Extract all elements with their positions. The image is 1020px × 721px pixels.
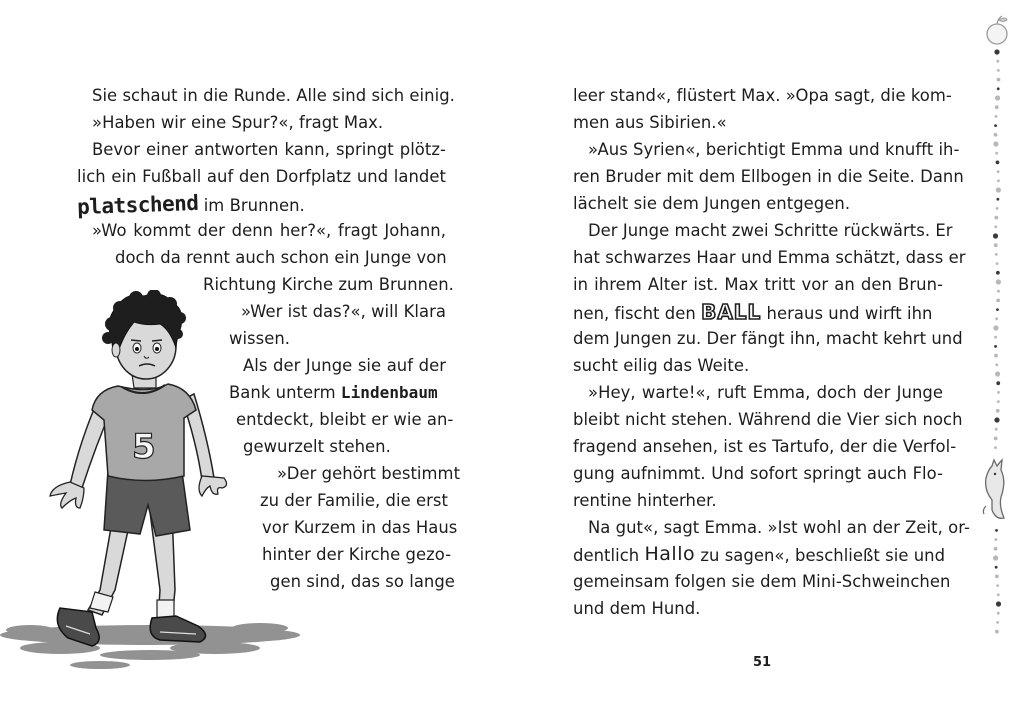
vine-dot bbox=[995, 630, 999, 634]
vine-dot bbox=[996, 299, 1000, 303]
vine-dot bbox=[996, 60, 999, 63]
text-line: gung aufnimmt. Und sofort springt auch Flo- bbox=[573, 464, 943, 483]
text-segment: im Brunnen. bbox=[198, 196, 305, 215]
vine-dot bbox=[995, 115, 998, 118]
text-line: Na gut«, sagt Emma. »Ist wohl an der Zeit, or- bbox=[588, 518, 970, 537]
vine-dot bbox=[997, 170, 1000, 173]
text-line: »Wo kommt der denn her?«, fragt Johann, bbox=[92, 221, 446, 240]
vine-dot bbox=[997, 593, 1000, 596]
text-line: entdeckt, bleibt er wie an- bbox=[236, 410, 454, 429]
vine-dot bbox=[997, 612, 1000, 615]
emphasis-word-hallo: Hallo bbox=[644, 543, 696, 565]
vine-dot bbox=[995, 105, 999, 109]
vine-dot bbox=[994, 124, 997, 127]
vine-dot bbox=[996, 161, 1000, 165]
vine-dot bbox=[996, 198, 999, 201]
vine-dot bbox=[996, 207, 999, 210]
text-line: hinter der Kirche gezo- bbox=[262, 545, 452, 564]
text-line: ren Bruder mit dem Ellbogen in die Seite. Dann bbox=[573, 167, 964, 186]
text-line: lächelt sie dem Jungen entgegen. bbox=[573, 194, 851, 213]
vine-dot bbox=[996, 279, 1001, 284]
text-line bbox=[76, 190, 305, 220]
text-segment: Bank unterm bbox=[229, 383, 341, 402]
vine-dot bbox=[994, 49, 999, 54]
text-segment: heraus und wirft ihn bbox=[761, 304, 933, 323]
vine-dot bbox=[994, 345, 997, 348]
text-line: fragend ansehen, ist es Tartufo, der die Verfol- bbox=[573, 437, 957, 456]
text-line: »Wer ist das?«, will Klara bbox=[241, 302, 446, 321]
rabbit-icon bbox=[983, 460, 1004, 518]
vine-dot bbox=[995, 575, 999, 579]
decorative-vine-border bbox=[980, 0, 1020, 660]
text-line: leer stand«, flüstert Max. »Opa sagt, die kom- bbox=[573, 86, 952, 105]
text-segment: dentlich bbox=[573, 546, 645, 565]
vine-dot bbox=[996, 262, 999, 265]
text-line: men aus Sibirien.« bbox=[573, 113, 727, 132]
text-line: Der Junge macht zwei Schritte rückwärts. Er bbox=[588, 221, 953, 240]
vine-dot bbox=[994, 538, 997, 541]
text-line bbox=[573, 302, 933, 324]
text-line: zu der Familie, die erst bbox=[260, 491, 448, 510]
text-line: »Haben wir eine Spur?«, fragt Max. bbox=[92, 113, 384, 132]
vine-dot bbox=[994, 243, 998, 247]
right-page bbox=[510, 0, 1020, 721]
vine-dot bbox=[996, 621, 999, 624]
text-line: bleibt nicht stehen. Während die Vier sich noch bbox=[573, 410, 963, 429]
text-line: lich ein Fußball auf den Dorfplatz und landet bbox=[77, 167, 446, 186]
boy-illustration bbox=[0, 290, 310, 680]
vine-dot bbox=[994, 437, 998, 441]
text-line: gewurzelt stehen. bbox=[243, 437, 391, 456]
text-line: doch da rennt auch schon ein Junge von bbox=[115, 248, 447, 267]
vine-dot bbox=[997, 400, 1000, 403]
vine-dot bbox=[993, 233, 998, 238]
text-line: Sie schaut in die Runde. Alle sind sich einig. bbox=[92, 86, 455, 105]
text-line: gemeinsam folgen sie dem Mini-Schweinchen bbox=[573, 572, 951, 591]
page-number: 51 bbox=[752, 655, 772, 670]
text-line: dem Jungen zu. Der fängt ihn, macht kehrt und bbox=[573, 329, 963, 348]
vine-dot bbox=[995, 95, 1000, 100]
vine-dot bbox=[994, 354, 998, 358]
vine-dot bbox=[993, 555, 998, 560]
text-segment: nen, fischt den bbox=[573, 304, 702, 323]
vine-dot bbox=[995, 371, 1000, 376]
apple-icon bbox=[987, 16, 1007, 44]
vine-dot bbox=[997, 179, 1000, 182]
vine-dot bbox=[995, 317, 998, 320]
text-line: gen sind, das so lange bbox=[270, 572, 455, 591]
vine-dot bbox=[993, 141, 998, 146]
vine-dot bbox=[994, 417, 999, 422]
vine-dot bbox=[995, 428, 998, 431]
vine-dot bbox=[994, 133, 998, 137]
text-line: hat schwarzes Haar und Emma schätzt, dass er bbox=[573, 248, 966, 267]
text-line: wissen. bbox=[229, 329, 291, 348]
text-line: Richtung Kirche zum Brunnen. bbox=[203, 275, 454, 294]
text-line: in ihrem Alter ist. Max tritt vor an den Brun- bbox=[573, 275, 943, 294]
vine-dot bbox=[997, 290, 1000, 293]
vine-dots bbox=[993, 49, 1001, 633]
text-line: vor Kurzem in das Haus bbox=[262, 518, 458, 537]
vine-dot bbox=[994, 336, 997, 339]
vine-dot bbox=[994, 216, 998, 220]
vine-dot bbox=[995, 253, 998, 256]
text-segment: zu sagen«, beschließt sie und bbox=[695, 546, 946, 565]
text-line: »Der gehört bestimmt bbox=[277, 464, 461, 483]
vine-dot bbox=[994, 225, 997, 228]
vine-dot bbox=[995, 363, 998, 366]
vine-dot bbox=[996, 409, 1000, 413]
vine-dot bbox=[997, 69, 1000, 72]
vine-dot bbox=[993, 325, 998, 330]
text-line: rentine hinterher. bbox=[573, 491, 717, 510]
emphasis-word-lindenbaum: Lindenbaum bbox=[340, 383, 438, 402]
text-line: »Aus Syrien«, berichtigt Emma und knufft ih- bbox=[588, 140, 960, 159]
vine-dot bbox=[997, 391, 1000, 394]
vine-dot bbox=[995, 566, 998, 569]
vine-dot bbox=[995, 529, 998, 532]
vine-dot bbox=[995, 152, 998, 155]
vine-dot bbox=[997, 78, 1001, 82]
vine-dot bbox=[996, 601, 1001, 606]
text-line: Als der Junge sie auf der bbox=[243, 356, 446, 375]
vine-dot bbox=[996, 308, 999, 311]
text-line bbox=[573, 545, 945, 566]
text-line: und dem Hund. bbox=[573, 599, 701, 618]
vine-dot bbox=[997, 87, 1000, 90]
text-line: Bevor einer antworten kann, springt plötz- bbox=[92, 140, 446, 159]
vine-dot bbox=[996, 381, 1000, 385]
shirt-number: 5 bbox=[132, 427, 156, 467]
sound-word-platschend: platschend bbox=[76, 190, 199, 220]
vine-dot bbox=[996, 584, 999, 587]
text-line: sucht eilig das Weite. bbox=[573, 356, 750, 375]
vine-dot bbox=[994, 547, 998, 551]
text-line: »Hey, warte!«, ruft Emma, doch der Junge bbox=[588, 383, 943, 402]
vine-dot bbox=[994, 446, 997, 449]
vine-dot bbox=[996, 271, 1000, 275]
vine-dot bbox=[996, 187, 1001, 192]
emphasis-word-ball: BALL bbox=[701, 300, 762, 324]
